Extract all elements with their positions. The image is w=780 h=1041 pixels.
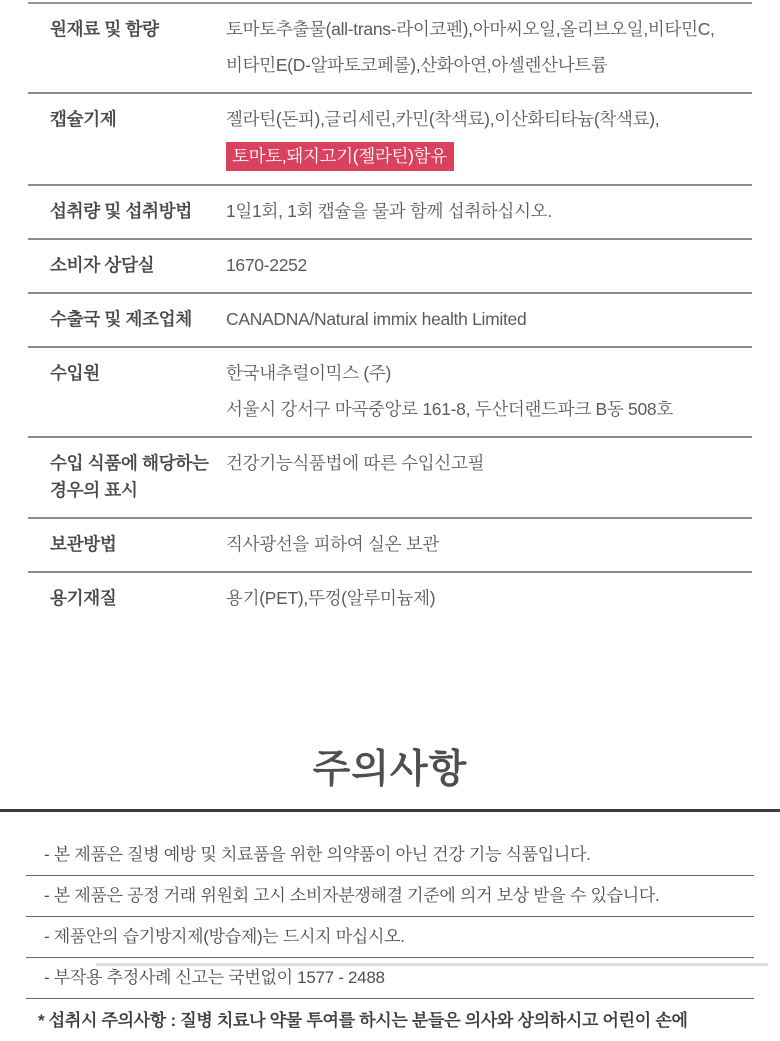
spec-row (28, 348, 752, 438)
spec-row-value (226, 306, 752, 333)
spec-row (28, 4, 752, 94)
spec-row-label: 캡슐기제 (50, 109, 117, 129)
spec-value-line: 1일1회, 1회 캡슐을 물과 함께 섭취하십시오. (226, 201, 552, 221)
caution-item: - 부작용 추정사례 신고는 국번없이 1577 - 2488 (26, 958, 754, 999)
caution-item: - 본 제품은 질병 예방 및 치료품을 위한 의약품이 아닌 건강 기능 식품입니다. (26, 835, 754, 876)
spec-row-label: 수입원 (50, 363, 100, 383)
spec-row (28, 240, 752, 294)
caution-item: * 섭취시 주의사항 : 질병 치료나 약물 투여를 하시는 분들은 의사와 상의하시고 어린이 손에 (38, 1011, 688, 1030)
spec-row (28, 186, 752, 240)
caution-list (26, 835, 754, 1041)
cutoff-text-hint (96, 963, 768, 966)
allergen-highlight: 토마토,돼지고기(젤라틴)함유 (226, 142, 454, 171)
spec-row-value (226, 450, 752, 477)
caution-divider (0, 809, 780, 812)
spec-row (28, 294, 752, 348)
spec-value-line: 젤라틴(돈피),글리세린,카민(착색료),이산화티타늄(착색료), (226, 109, 660, 129)
spec-row-label: 섭취량 및 섭취방법 (50, 201, 192, 221)
spec-value-line: 비타민E(D-알파토코페롤),산화아연,아셀렌산나트륨 (226, 55, 608, 75)
spec-row (28, 438, 752, 519)
spec-row-value (226, 106, 752, 171)
spec-value-line: 1670-2252 (226, 255, 307, 275)
spec-value-line: CANADNA/Natural immix health Limited (226, 309, 527, 329)
spec-row-value (226, 252, 752, 279)
spec-row (28, 519, 752, 573)
spec-value-line (226, 142, 752, 171)
product-info-page (0, 2, 780, 1041)
spec-value-line: 용기(PET),뚜껑(알루미늄제) (226, 588, 436, 608)
spec-row-label: 수출국 및 제조업체 (50, 309, 192, 329)
spec-value-line: 서울시 강서구 마곡중앙로 161-8, 두산더랜드파크 B동 508호 (226, 399, 673, 419)
spec-row-value (226, 198, 752, 225)
spec-row (28, 94, 752, 186)
caution-item: - 제품안의 습기방지제(방습제)는 드시지 마십시오. (26, 917, 754, 958)
spec-row-label: 원재료 및 함량 (50, 19, 159, 39)
spec-row-value (226, 585, 752, 612)
spec-row (28, 573, 752, 630)
caution-title: 주의사항 (312, 748, 468, 791)
spec-row-value (226, 360, 752, 423)
spec-row-label: 소비자 상담실 (50, 255, 155, 275)
spec-row-label: 용기재질 (50, 588, 117, 608)
spec-row-value (226, 16, 752, 79)
spec-table (28, 2, 752, 630)
caution-item: - 본 제품은 공정 거래 위원회 고시 소비자분쟁해결 기준에 의거 보상 받을 수 있습니다. (26, 876, 754, 917)
spec-row-label: 보관방법 (50, 534, 117, 554)
spec-value-line: 건강기능식품법에 따른 수입신고필 (226, 453, 485, 473)
spec-row-label: 수입 식품에 해당하는 경우의 표시 (50, 453, 209, 500)
spec-value-line: 한국내추럴이믹스 (주) (226, 363, 392, 383)
spec-value-line: 직사광선을 피하여 실온 보관 (226, 534, 439, 554)
spec-value-line: 토마토추출물(all-trans-라이코펜),아마씨오일,올리브오일,비타민C, (226, 19, 715, 39)
spec-row-value (226, 531, 752, 558)
